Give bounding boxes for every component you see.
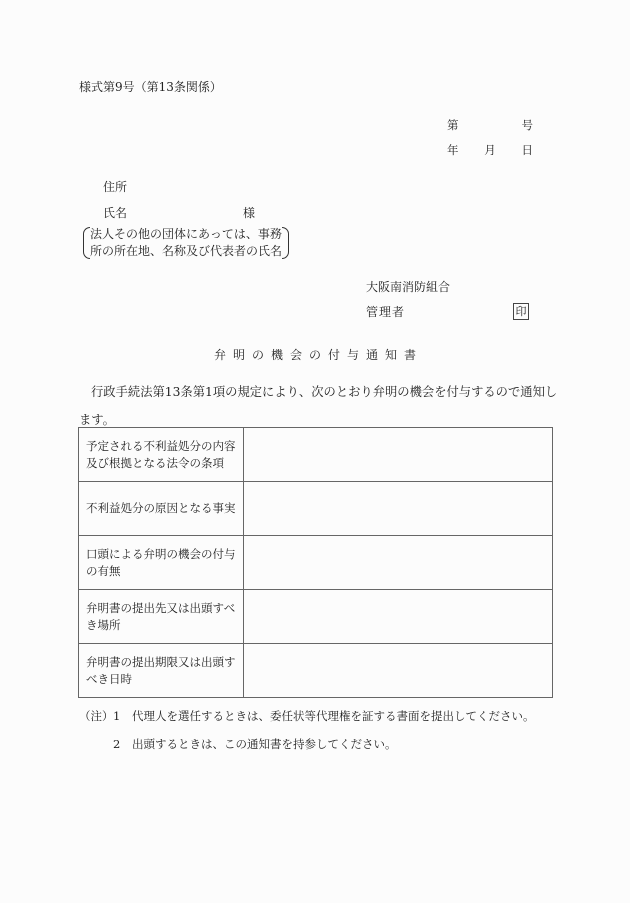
label-line: 不利益処分の原因となる事実	[86, 501, 236, 515]
label-line: き場所	[86, 617, 121, 632]
note-text: 代理人を選任するときは、委任状等代理権を証する書面を提出してください。	[132, 709, 535, 723]
corporate-note-line1: 法人その他の団体にあっては、事務	[90, 227, 282, 241]
document-title: 弁明の機会の付与通知書	[213, 348, 423, 362]
address-label: 住所	[103, 180, 128, 194]
day-label: 日	[521, 143, 533, 157]
table-row	[79, 644, 553, 698]
year-label: 年	[447, 143, 459, 157]
row-value[interactable]	[244, 644, 553, 698]
notes-prefix: （注）	[79, 709, 114, 723]
label-line: 口頭による弁明の機会の付与	[86, 546, 236, 561]
row-label	[79, 536, 244, 590]
label-line: 及び根拠となる法令の条項	[86, 455, 224, 470]
honorific: 様	[243, 206, 256, 220]
table-row	[79, 536, 553, 590]
label-line: 弁明書の提出期限又は出頭す	[86, 654, 236, 669]
info-table	[78, 427, 553, 698]
row-value[interactable]	[244, 590, 553, 644]
label-line: の有無	[86, 563, 121, 578]
label-line: べき日時	[86, 671, 132, 686]
table-row	[79, 482, 553, 536]
note-number: 1	[113, 709, 121, 723]
corporate-note-line2: 所の所在地、名称及び代表者の氏名	[90, 244, 283, 258]
number-prefix: 第	[447, 118, 459, 132]
note-item-1	[79, 711, 535, 723]
row-value[interactable]	[244, 536, 553, 590]
form-number: 様式第9号（第13条関係）	[79, 80, 222, 94]
note-text: 出頭するときは、この通知書を持参してください。	[132, 737, 397, 751]
name-label: 氏名	[103, 206, 128, 220]
table-row	[79, 590, 553, 644]
row-label	[79, 482, 244, 536]
row-value[interactable]	[244, 428, 553, 482]
month-label: 月	[484, 143, 496, 157]
body-text: 行政手続法第13条第1項の規定により、次のとおり弁明の機会を付与するので通知します。	[79, 385, 558, 427]
row-label	[79, 590, 244, 644]
row-value[interactable]	[244, 482, 553, 536]
row-label	[79, 428, 244, 482]
number-suffix: 号	[521, 118, 533, 132]
date-field	[447, 145, 533, 157]
label-line: 弁明書の提出先又は出頭すべ	[86, 600, 236, 615]
document-number-field	[447, 120, 533, 132]
sender-organization: 大阪南消防組合	[366, 280, 451, 294]
row-label	[79, 644, 244, 698]
table-row	[79, 428, 553, 482]
seal-icon: 印	[513, 303, 529, 320]
note-number: 2	[113, 737, 121, 751]
note-item-2	[79, 739, 397, 751]
label-line: 予定される不利益処分の内容	[86, 438, 236, 453]
corporate-note	[83, 226, 289, 260]
sender-title: 管理者	[366, 305, 406, 319]
